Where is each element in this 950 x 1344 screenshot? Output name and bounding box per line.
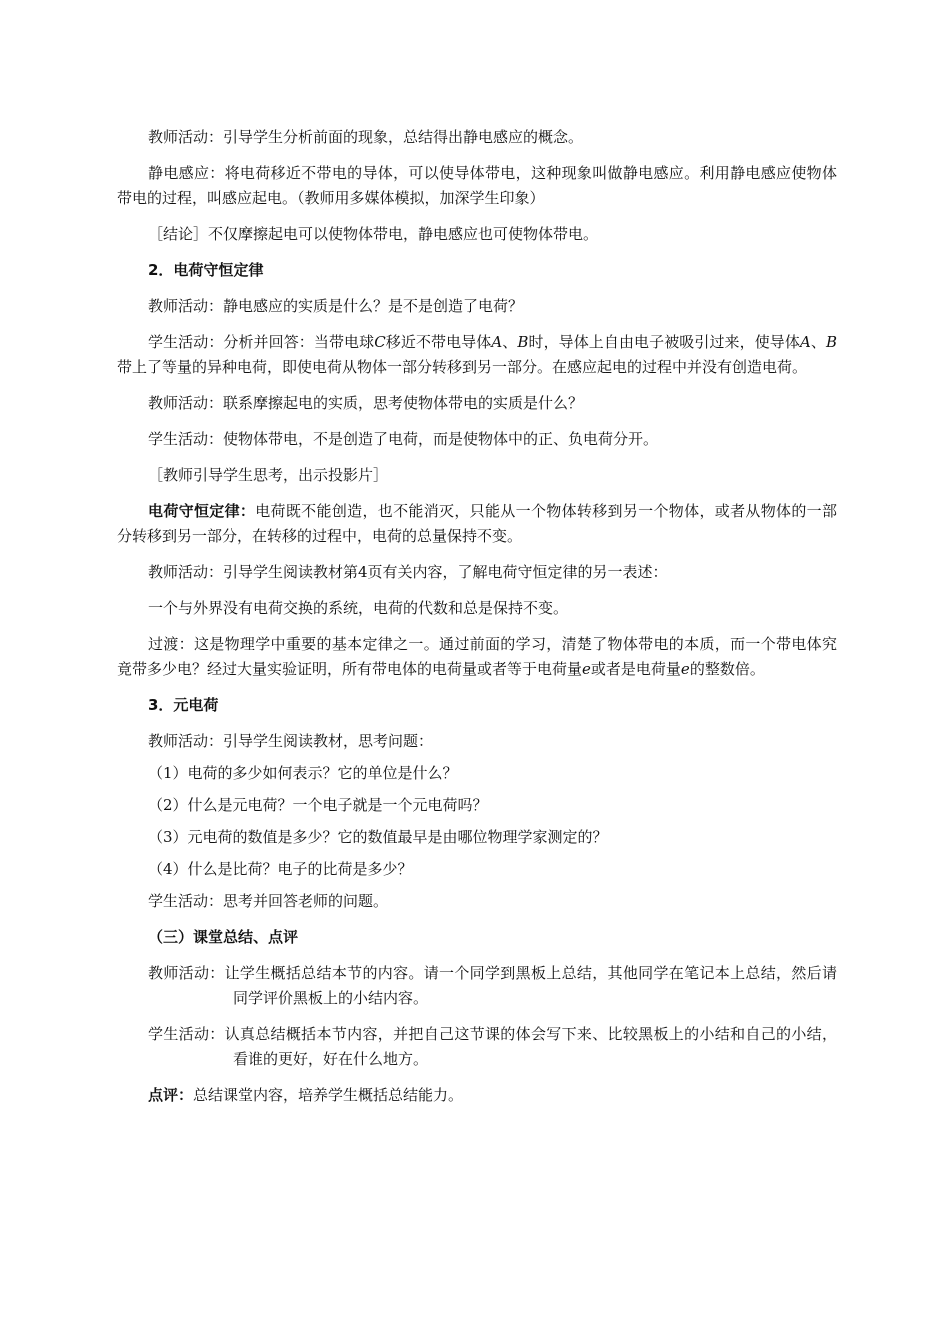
paragraph-student-summary: 学生活动：认真总结概括本节内容，并把自己这节课的体会写下来、比较黑板上的小结和自己的小结，看谁的更好，好在什么地方。 — [148, 1025, 837, 1068]
text-segment: 电荷既不能创造，也不能消灭，只能从一个物体转移到另一个物体，或者从物体的一部分转移到另一部分，在转移的过程中，电荷的总量保持不变。 — [117, 502, 837, 545]
term-conservation-law: 电荷守恒定律： — [148, 502, 256, 520]
heading-summary: （三）课堂总结、点评 — [148, 928, 299, 946]
paragraph-student-analysis — [117, 330, 837, 380]
question-item-1: （1）电荷的多少如何表示？它的单位是什么？ — [148, 764, 458, 782]
question-item-2: （2）什么是元电荷？一个电子就是一个元电荷吗？ — [148, 796, 488, 814]
paragraph-transition — [117, 632, 837, 682]
paragraph-comment — [117, 1083, 837, 1108]
symbol-a: A — [491, 333, 503, 351]
paragraph-electrostatic-induction: 静电感应：将电荷移近不带电的导体，可以使导体带电，这种现象叫做静电感应。利用静电感应使物体带电的过程，叫感应起电。（教师用多媒体模拟，加深学生印象） — [117, 164, 837, 207]
text-segment: 、 — [502, 333, 518, 351]
symbol-e: e — [582, 660, 591, 678]
paragraph-conservation-law — [117, 499, 837, 549]
paragraph-teacher-activity-2: 教师活动：静电感应的实质是什么？是不是创造了电荷？ — [148, 297, 524, 315]
paragraph-student-activity-2: 学生活动：使物体带电，不是创造了电荷，而是使物体中的正、负电荷分开。 — [148, 430, 659, 448]
document-page — [117, 125, 837, 1119]
text-segment: 总结课堂内容，培养学生概括总结能力。 — [193, 1086, 464, 1104]
symbol-c: C — [374, 333, 386, 351]
text-segment: 或者是电荷量 — [590, 660, 681, 678]
term-comment: 点评： — [148, 1086, 194, 1104]
text-segment: 的整数倍。 — [689, 660, 765, 678]
text-segment: 时，导体上自由电子被吸引过来，使导体 — [528, 333, 800, 351]
text-segment: 学生活动：分析并回答：当带电球 — [148, 333, 375, 351]
question-item-3: （3）元电荷的数值是多少？它的数值最早是由哪位物理学家测定的？ — [148, 828, 608, 846]
paragraph-teacher-activity-5: 教师活动：引导学生阅读教材，思考问题： — [148, 732, 434, 750]
paragraph-teacher-activity-1: 教师活动：引导学生分析前面的现象，总结得出静电感应的概念。 — [148, 128, 584, 146]
question-item-4: （4）什么是比荷？电子的比荷是多少？ — [148, 860, 413, 878]
heading-elementary-charge: 3．元电荷 — [148, 696, 219, 714]
text-segment: 带上了等量的异种电荷，即使电荷从物体一部分转移到另一部分。在感应起电的过程中并没有创造电荷。 — [117, 358, 808, 376]
paragraph-teacher-summary: 教师活动：让学生概括总结本节的内容。请一个同学到黑板上总结，其他同学在笔记本上总结，然后请同学评价黑板上的小结内容。 — [148, 964, 837, 1007]
paragraph-conclusion: ［结论］不仅摩擦起电可以使物体带电，静电感应也可使物体带电。 — [148, 225, 599, 243]
paragraph-student-activity-3: 学生活动：思考并回答老师的问题。 — [148, 892, 389, 910]
symbol-b: B — [825, 333, 837, 351]
paragraph-slide-note: ［教师引导学生思考，出示投影片］ — [148, 466, 389, 484]
text-segment: 、 — [810, 333, 826, 351]
heading-charge-conservation: 2．电荷守恒定律 — [148, 261, 264, 279]
symbol-e: e — [680, 660, 690, 678]
paragraph-teacher-activity-4: 教师活动：引导学生阅读教材第4页有关内容，了解电荷守恒定律的另一表述： — [148, 563, 668, 581]
paragraph-alt-statement: 一个与外界没有电荷交换的系统，电荷的代数和总是保持不变。 — [148, 599, 569, 617]
text-segment: 移近不带电导体 — [385, 333, 492, 351]
symbol-a: A — [799, 333, 811, 351]
paragraph-teacher-activity-3: 教师活动：联系摩擦起电的实质，思考使物体带电的实质是什么？ — [148, 394, 584, 412]
text-segment: 过渡：这是物理学中重要的基本定律之一。通过前面的学习，清楚了物体带电的本质，而一个带电体究竟带多少电？经过大量实验证明，所有带电体的电荷量或者等于电荷量 — [117, 635, 837, 678]
symbol-b: B — [517, 333, 529, 351]
